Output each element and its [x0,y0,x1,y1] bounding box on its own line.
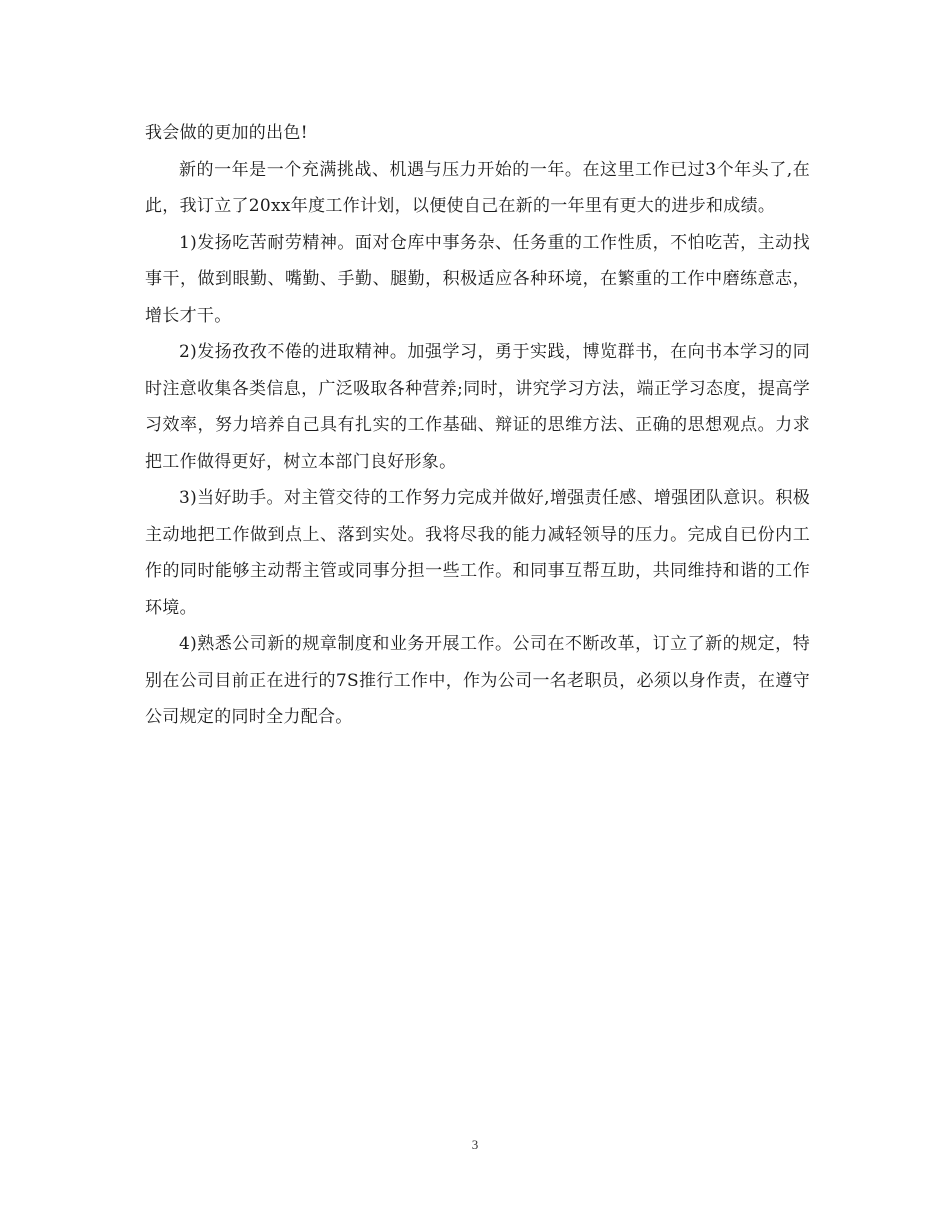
paragraph-item-1: 1)发扬吃苦耐劳精神。面对仓库中事务杂、任务重的工作性质，不怕吃苦，主动找事干，做到眼勤、嘴勤、手勤、腿勤，积极适应各种环境，在繁重的工作中磨练意志，增长才干。 [145,232,810,326]
paragraph-closing-line: 我会做的更加的出色! [145,123,308,143]
paragraph-item-2: 2)发扬孜孜不倦的进取精神。加强学习，勇于实践，博览群书，在向书本学习的同时注意收集各类信息，广泛吸取各种营养;同时，讲究学习方法，端正学习态度，提高学习效率，努力培养自己具有扎实的工作基础、辩证的思维方法、正确的思想观点。力求把工作做得更好，树立本部门良好形象。 [145,342,810,472]
paragraph-item-3: 3)当好助手。对主管交待的工作努力完成并做好,增强责任感、增强团队意识。积极主动地把工作做到点上、落到实处。我将尽我的能力减轻领导的压力。完成自已份内工作的同时能够主动帮主管或同事分担一些工作。和同事互帮互助，共同维持和谐的工作环境。 [145,488,810,618]
document-body [145,115,810,736]
page-number: 3 [471,1137,479,1152]
paragraph-item-4: 4)熟悉公司新的规章制度和业务开展工作。公司在不断改革，订立了新的规定，特别在公司目前正在进行的7S推行工作中，作为公司一名老职员，必须以身作责，在遵守公司规定的同时全力配合。 [145,634,810,727]
paragraph-intro: 新的一年是一个充满挑战、机遇与压力开始的一年。在这里工作已过3个年头了,在此，我订立了20xx年度工作计划，以便使自己在新的一年里有更大的进步和成绩。 [145,159,810,216]
